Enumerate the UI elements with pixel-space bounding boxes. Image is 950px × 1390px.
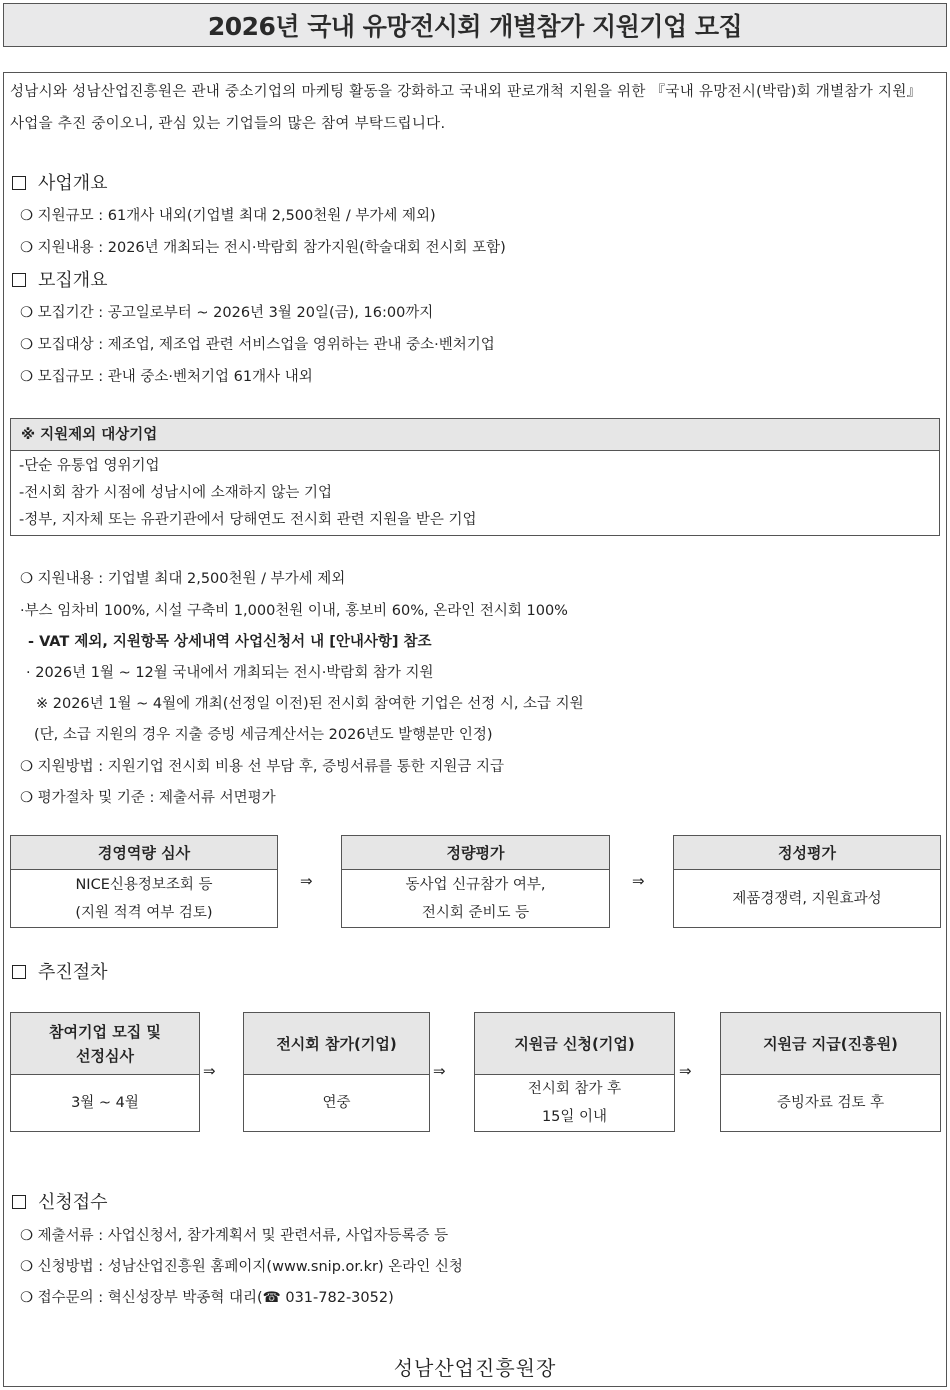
list-item: ❍ 모집대상 : 제조업, 제조업 관련 서비스업을 영위하는 관내 중소·벤처기업 <box>20 337 495 353</box>
procedure-step-text: 증빙자료 검토 후 <box>776 1095 885 1111</box>
support-note: (단, 소급 지원의 경우 지출 증빙 세금계산서는 2026년도 발행분만 인정) <box>34 727 493 743</box>
list-item: ❍ 모집기간 : 공고일로부터 ~ 2026년 3월 20일(금), 16:00까지 <box>20 305 434 321</box>
checkbox-square-icon <box>12 965 26 979</box>
procedure-step-text: 연중 <box>322 1095 351 1111</box>
exclusion-title: ※ 지원제외 대상기업 <box>11 419 939 451</box>
exclusion-item: -전시회 참가 시점에 성남시에 소재하지 않는 기업 <box>19 485 333 501</box>
evaluation-step-text: (지원 적격 여부 검토) <box>75 904 213 921</box>
section-title: 추진절차 <box>38 962 108 983</box>
evaluation-step-text: NICE신용정보조회 등 <box>75 876 213 893</box>
exclusion-item: -정부, 지자체 또는 유관기관에서 당해연도 전시회 관련 지원을 받은 기업 <box>19 512 477 528</box>
exclusion-box <box>10 418 940 536</box>
section-title: 모집개요 <box>38 270 108 291</box>
evaluation-step-box <box>10 835 278 928</box>
section-procedure <box>12 961 108 985</box>
evaluation-step-text: 동사업 신규참가 여부, <box>405 876 546 893</box>
section-application <box>12 1191 108 1215</box>
right-double-arrow-icon: ⇒ <box>679 1062 692 1080</box>
procedure-step-title: 전시회 참가(기업) <box>244 1013 429 1075</box>
checkbox-square-icon <box>12 273 26 287</box>
support-note: ※ 2026년 1월 ~ 4월에 개최(선정일 이전)된 전시회 참여한 기업은 선정 시, 소급 지원 <box>36 696 584 712</box>
procedure-step-title: 지원금 신청(기업) <box>475 1013 674 1075</box>
issuer-signature: 성남산업진흥원장 <box>393 1356 557 1380</box>
procedure-step-box <box>10 1012 200 1132</box>
procedure-step-text: 3월 ~ 4월 <box>71 1095 139 1111</box>
evaluation-step-box <box>341 835 610 928</box>
intro-paragraph: 성남시와 성남산업진흥원은 관내 중소기업의 마케팅 활동을 강화하고 국내외 판로개척 지원을 위한 『국내 유망전시(박람)회 개별참가 지원』 사업을 추진 중이오니, 관심 있는 기업들의 많은 참여 부탁드립니다. <box>10 84 922 132</box>
checkbox-square-icon <box>12 176 26 190</box>
list-item: ❍ 지원내용 : 2026년 개최되는 전시·박람회 참가지원(학술대회 전시회 포함) <box>20 240 506 256</box>
procedure-step-box <box>243 1012 430 1132</box>
list-item: ❍ 지원규모 : 61개사 내외(기업별 최대 2,500천원 / 부가세 제외) <box>20 208 436 224</box>
list-item: ❍ 지원방법 : 지원기업 전시회 비용 선 부담 후, 증빙서류를 통한 지원금 지급 <box>20 759 505 775</box>
section-title: 신청접수 <box>38 1192 108 1213</box>
procedure-step-title-line: 참여기업 모집 및 <box>49 1022 161 1041</box>
list-item: ❍ 모집규모 : 관내 중소·벤처기업 61개사 내외 <box>20 369 313 385</box>
checkbox-square-icon <box>12 1195 26 1209</box>
evaluation-step-text: 전시회 준비도 등 <box>421 904 530 921</box>
right-double-arrow-icon: ⇒ <box>433 1062 446 1080</box>
support-detail-line: · 2026년 1월 ~ 12월 국내에서 개최되는 전시·박람회 참가 지원 <box>26 665 434 681</box>
evaluation-step-title: 정성평가 <box>674 836 940 870</box>
procedure-step-title <box>11 1013 199 1075</box>
evaluation-step-text: 제품경쟁력, 지원효과성 <box>732 890 882 907</box>
list-item: ❍ 신청방법 : 성남산업진흥원 홈페이지(www.snip.or.kr) 온라인 신청 <box>20 1259 463 1275</box>
list-item: ❍ 평가절차 및 기준 : 제출서류 서면평가 <box>20 790 276 806</box>
right-double-arrow-icon: ⇒ <box>203 1062 216 1080</box>
right-double-arrow-icon: ⇒ <box>632 872 645 890</box>
list-item: ❍ 지원내용 : 기업별 최대 2,500천원 / 부가세 제외 <box>20 571 346 587</box>
evaluation-step-title: 경영역량 심사 <box>11 836 277 870</box>
procedure-step-text: 전시회 참가 후 <box>527 1081 622 1097</box>
evaluation-step-title: 정량평가 <box>342 836 609 870</box>
procedure-step-text: 15일 이내 <box>541 1109 608 1125</box>
section-recruitment-overview <box>12 269 108 293</box>
section-title: 사업개요 <box>38 173 108 194</box>
procedure-step-title-line: 선정심사 <box>76 1046 134 1065</box>
procedure-step-box <box>474 1012 675 1132</box>
procedure-step-box <box>720 1012 941 1132</box>
procedure-step-title: 지원금 지급(진흥원) <box>721 1013 940 1075</box>
section-business-overview <box>12 172 108 196</box>
support-note-bold: - VAT 제외, 지원항목 상세내역 사업신청서 내 [안내사항] 참조 <box>28 634 432 650</box>
right-double-arrow-icon: ⇒ <box>300 872 313 890</box>
page-title: 2026년 국내 유망전시회 개별참가 지원기업 모집 <box>3 3 947 47</box>
list-item: ❍ 제출서류 : 사업신청서, 참가계획서 및 관련서류, 사업자등록증 등 <box>20 1228 449 1244</box>
list-item: ❍ 접수문의 : 혁신성장부 박종혁 대리(☎ 031-782-3052) <box>20 1290 394 1306</box>
support-detail-line: ·부스 임차비 100%, 시설 구축비 1,000천원 이내, 홍보비 60%, 온라인 전시회 100% <box>20 603 568 619</box>
exclusion-item: -단순 유통업 영위기업 <box>19 458 160 474</box>
evaluation-step-box <box>673 835 941 928</box>
